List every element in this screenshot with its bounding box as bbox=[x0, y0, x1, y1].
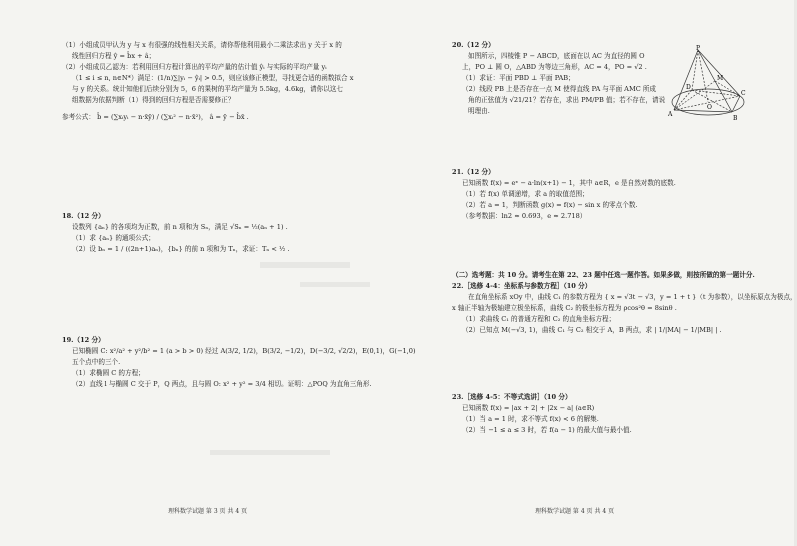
edge-dc bbox=[692, 90, 740, 96]
q22-line-3: （1）求曲线 C₁ 的普通方程和 C₂ 的直角坐标方程； bbox=[462, 315, 616, 323]
q20-line-5: 角的正弦值为 √21/21？若存在，求出 PM/PB 值；若不存在，请说 bbox=[468, 96, 666, 104]
left-footer: 理科数学试题 第 3 页 共 4 页 bbox=[168, 508, 248, 515]
q17-reference bbox=[62, 112, 392, 123]
right-footer: 理科数学试题 第 4 页 共 4 页 bbox=[535, 508, 615, 515]
q21-line-3: （2）若 a = 1，判断函数 g(x) = f(x) − sin x 的零点个数. bbox=[462, 201, 638, 209]
q22-line-1: 在直角坐标系 xOy 中，曲线 C₁ 的参数方程为 { x = √3t − √3，y = 1 + t }（t 为参数），以坐标原点为极点， bbox=[468, 293, 797, 301]
q20-line-4: （2）线段 PB 上是否存在一点 M 使得直线 PA 与平面 AMC 所成 bbox=[462, 85, 657, 93]
q21-heading: 21.（12 分） bbox=[452, 168, 495, 176]
q19-line-3: （1）求椭圆 C 的方程； bbox=[72, 369, 145, 377]
q17-line-2: 线性回归方程 ŷ = b̂x + â； bbox=[72, 52, 156, 60]
q19-line-4: （2）直线 l 与椭圆 C 交于 P，Q 两点，且与圆 O: x² + y² = 3/4 相切。证明：△POQ 为直角三角形. bbox=[72, 380, 372, 388]
scan-smudge bbox=[260, 262, 350, 268]
scan-smudge bbox=[300, 282, 370, 287]
q19-line-2: 五个点中的三个. bbox=[72, 358, 121, 366]
q22-line-4: （2）已知点 M(−√3, 1)，曲线 C₁ 与 C₂ 相交于 A，B 两点，求 | 1/|MA| − 1/|MB| | . bbox=[462, 326, 722, 334]
q18-line-3: （2）设 bₙ = 1 / ((2n+1)aₙ)，{bₙ} 的前 n 项和为 Tₙ，求证：Tₙ < ½ . bbox=[72, 245, 290, 253]
edge-pd bbox=[692, 50, 698, 90]
q20-line-6: 明理由. bbox=[468, 107, 490, 115]
q17-line-5: 与 y 的关系。统计知他们后续分别为 5，6 的果树的平均产量为 5.5kg，4.6kg，请你以这七 bbox=[72, 85, 343, 93]
pyramid-figure bbox=[668, 46, 748, 124]
label-c: C bbox=[741, 90, 746, 97]
q21-line-1: 已知函数 f(x) = eˣ − a·ln(x+1) − 1，其中 a∈R，e 是自然对数的底数. bbox=[462, 179, 676, 187]
q21-line-2: （1）若 f(x) 单调递增，求 a 的取值范围； bbox=[462, 190, 589, 198]
label-o: O bbox=[707, 104, 712, 111]
q18-line-2: （1）求 {aₙ} 的通项公式； bbox=[72, 234, 155, 242]
q19-line-1: 已知椭圆 C: x²/a² + y²/b² = 1 (a > b > 0) 经过 A(3/2, 1/2)，B(3/2, −1/2)，D(−3/2, √2/2)，E(0,1)，G(−1,0) bbox=[72, 347, 416, 355]
scan-smudge bbox=[210, 450, 330, 455]
q23-line-3: （2）当 −1 ≤ a ≤ 3 时，若 f(a − 1) 的最大值与最小值. bbox=[462, 426, 632, 434]
q20-line-2: 上，PO ⊥ 圆 O，△ABD 为等边三角形，AC = 4，PO = √2 . bbox=[462, 63, 647, 71]
q20-heading: 20.（12 分） bbox=[452, 41, 495, 49]
label-b: B bbox=[733, 115, 738, 122]
q17-ref-label: 参考公式： bbox=[62, 113, 95, 121]
q23-line-2: （1）当 a = 1 时，求不等式 f(x) < 6 的解集. bbox=[462, 415, 599, 423]
q17-line-4: （1 ≤ i ≤ n, n∈N*）满足：(1/n)∑|yᵢ − ŷᵢ| > 0.5，则应该修正模型，寻找更合适的函数拟合 x bbox=[72, 74, 354, 82]
label-a: A bbox=[668, 111, 673, 118]
q18-line-1: 设数列 {aₙ} 的各项均为正数，前 n 项和为 Sₙ，满足 √Sₙ = ½(aₙ + 1) . bbox=[72, 223, 288, 231]
label-d: D bbox=[686, 84, 691, 91]
q17-ref-formula: b̂ = (∑xᵢyᵢ − n·x̄ȳ) / (∑xᵢ² − n·x̄²)， â = ȳ − b̂x̄ . bbox=[97, 113, 249, 121]
q23-line-1: 已知函数 f(x) = |ax + 2| + |2x − a| (a∈R) bbox=[462, 404, 595, 412]
edge-bc bbox=[732, 96, 740, 112]
q23-heading: 23.［选修 4-5：不等式选讲］（10 分） bbox=[452, 393, 572, 401]
elective-note: （二）选考题：共 10 分。请考生在第 22、23 题中任选一题作答。如果多做，则按所做的第一题计分. bbox=[452, 271, 755, 279]
label-p: P bbox=[696, 45, 701, 52]
q17-line-1: （1）小组成员甲认为 y 与 x 有很强的线性相关关系，请你帮他利用最小二乘法求出 y 关于 x 的 bbox=[62, 41, 342, 49]
q20-line-3: （1）求证：平面 PBD ⊥ 平面 PAB； bbox=[462, 74, 575, 82]
q17-line-6: 组数据为依据判断（1）得到的回归方程是否需要修正？ bbox=[72, 96, 235, 104]
left-column bbox=[62, 40, 416, 390]
q22-line-2: x 轴正半轴为极轴建立极坐标系，曲线 C₂ 的极坐标方程为 ρcos²θ = 8sinθ . bbox=[452, 304, 677, 312]
q17-line-3: （2）小组成员乙認为：若利用回归方程计算出的平均产量的估计值 ŷᵢ 与实际的平均产量 yᵢ bbox=[62, 63, 327, 71]
edge-pa bbox=[674, 50, 698, 110]
q21-line-4: （参考数据：ln2 ≈ 0.693，e ≈ 2.718） bbox=[462, 212, 587, 220]
q20-line-1: 如图所示，四棱锥 P − ABCD，底面在以 AC 为直径的圆 O bbox=[468, 52, 645, 60]
q19-heading: 19.（12 分） bbox=[62, 336, 105, 344]
q22-heading: 22.［选修 4-4：坐标系与参数方程］（10 分） bbox=[452, 282, 592, 290]
label-m: M bbox=[717, 75, 724, 82]
q18-heading: 18.（12 分） bbox=[62, 212, 105, 220]
